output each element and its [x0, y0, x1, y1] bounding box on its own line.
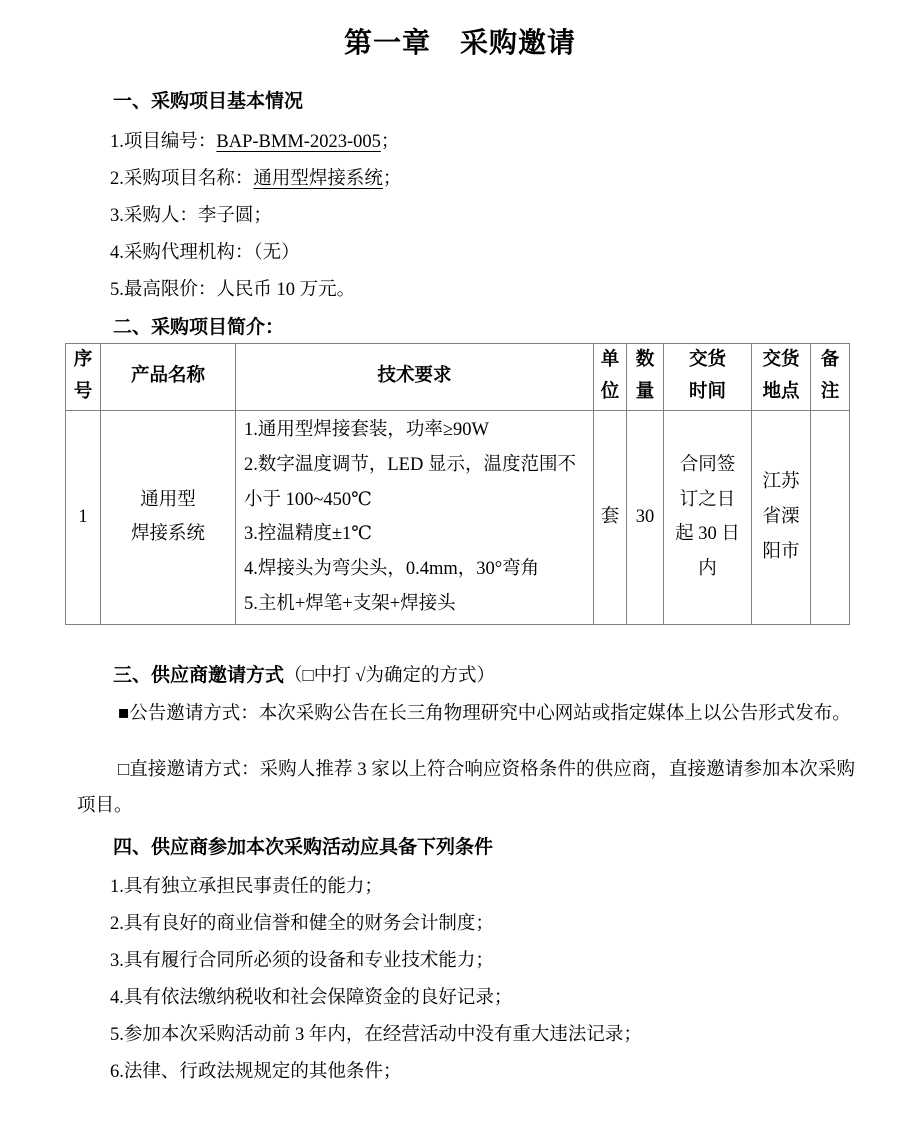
underlined-value: BAP-BMM-2023-005 [216, 132, 381, 153]
header-line: 位 [600, 382, 620, 403]
tech-requirement-line: 2.数字温度调节，LED 显示，温度范围不 [244, 454, 576, 475]
cell-line: 省溧 [762, 507, 800, 528]
cell-product-name [101, 411, 236, 625]
page-title: 第一章 采购邀请 [343, 28, 576, 59]
list-item-project-name [110, 161, 855, 198]
col-header-remarks [811, 344, 850, 411]
header-line: 地点 [762, 382, 800, 403]
tech-requirement-line: 3.控温精度±1℃ [244, 524, 372, 545]
cell-line: 江苏 [762, 472, 800, 493]
col-header-tech-requirements [236, 344, 594, 411]
item-text: ； [380, 132, 400, 153]
header-line: 单 [600, 350, 620, 371]
item-text: 2.采购项目名称： [110, 169, 254, 190]
cell-seq: 1 [66, 411, 101, 625]
cell-line: 起 30 日 [675, 524, 740, 545]
cell-line: 焊接系统 [130, 524, 205, 545]
checkbox-empty-icon: □ [118, 760, 130, 781]
tech-requirement-line: 1.通用型焊接套装，功率≥90W [244, 420, 489, 441]
header-line: 数 [635, 350, 655, 371]
heading-bold-text: 三、供应商邀请方式 [113, 664, 285, 686]
cell-line: 内 [698, 559, 717, 580]
col-header-product-name [101, 344, 236, 411]
cell-delivery-place [752, 411, 811, 625]
condition-item: 5.参加本次采购活动前 3 年内，在经营活动中没有重大违法记录； [110, 1025, 642, 1046]
condition-item: 1.具有独立承担民事责任的能力； [110, 877, 383, 898]
section-heading-invitation-method [113, 663, 855, 688]
condition-item: 3.具有履行合同所必须的设备和专业技术能力； [110, 951, 494, 972]
checkbox-filled-icon: ■ [118, 704, 130, 725]
cell-delivery-time [664, 411, 752, 625]
tech-requirement-line: 小于 100~450℃ [244, 489, 372, 510]
paragraph-text: 公告邀请方式：本次采购公告在长三角物理研究中心网站或指定媒体上以公告形式发布。 [129, 704, 851, 725]
section-heading-basic-info: 一、采购项目基本情况 [113, 91, 304, 112]
col-header-unit [594, 344, 627, 411]
paragraph-text: 直接邀请方式：采购人推荐 3 家以上符合响应资格条件的供应商，直接邀请参加本次采购项目。 [77, 760, 855, 817]
direct-invitation-paragraph [77, 752, 855, 824]
section-heading-project-brief: 二、采购项目简介： [113, 317, 285, 339]
header-line: 量 [635, 382, 655, 403]
cell-line: 阳市 [762, 541, 800, 562]
cell-remarks [811, 411, 850, 625]
table-row [66, 411, 850, 625]
header-line: 注 [820, 382, 840, 403]
col-header-delivery-place [752, 344, 811, 411]
section-heading-supplier-conditions: 四、供应商参加本次采购活动应具备下列条件 [113, 837, 494, 859]
cell-line: 通用型 [140, 489, 196, 510]
item-text: ； [382, 169, 402, 190]
procurement-table [65, 343, 850, 625]
header-line: 时间 [688, 382, 726, 403]
list-item-agency [110, 235, 855, 272]
cell-line: 合同签 [679, 454, 736, 475]
col-header-quantity [627, 344, 664, 411]
underlined-value: 通用型焊接系统 [253, 169, 383, 190]
condition-item: 4.具有依法缴纳税收和社会保障资金的良好记录； [110, 988, 513, 1009]
list-item-purchaser [110, 198, 855, 235]
header-line: 序 [73, 350, 93, 371]
cell-line: 订之日 [679, 489, 736, 510]
cell-quantity: 30 [627, 411, 664, 625]
basic-info-list [110, 124, 855, 309]
item-text: 5.最高限价：人民币 10 万元。 [110, 280, 356, 301]
header-line: 号 [73, 382, 93, 403]
item-text: 3.采购人：李子圆； [110, 206, 272, 227]
header-line: 技术要求 [377, 366, 452, 387]
condition-item: 2.具有良好的商业信誉和健全的财务会计制度； [110, 914, 494, 935]
cell-unit: 套 [594, 411, 627, 625]
col-header-delivery-time [664, 344, 752, 411]
table-header-row [66, 344, 850, 411]
tech-requirement-line: 5.主机+焊笔+支架+焊接头 [244, 593, 456, 614]
item-text: 1.项目编号： [110, 132, 217, 153]
item-text: 4.采购代理机构：（无） [110, 243, 300, 264]
header-line: 产品名称 [130, 366, 205, 387]
condition-item: 6.法律、行政法规规定的其他条件； [110, 1062, 402, 1083]
header-line: 交货 [688, 350, 726, 371]
method-selection-note: （□中打 √为确定的方式） [284, 665, 495, 686]
tech-requirement-line: 4.焊接头为弯尖头，0.4mm，30°弯角 [244, 559, 540, 580]
header-line: 交货 [762, 350, 800, 371]
supplier-conditions-list [110, 869, 855, 1091]
cell-tech-requirements [236, 411, 594, 625]
header-line: 备 [820, 350, 840, 371]
list-item-price-limit [110, 272, 855, 309]
list-item-project-number [110, 124, 855, 161]
col-header-seq [66, 344, 101, 411]
public-invitation-paragraph [77, 696, 855, 732]
